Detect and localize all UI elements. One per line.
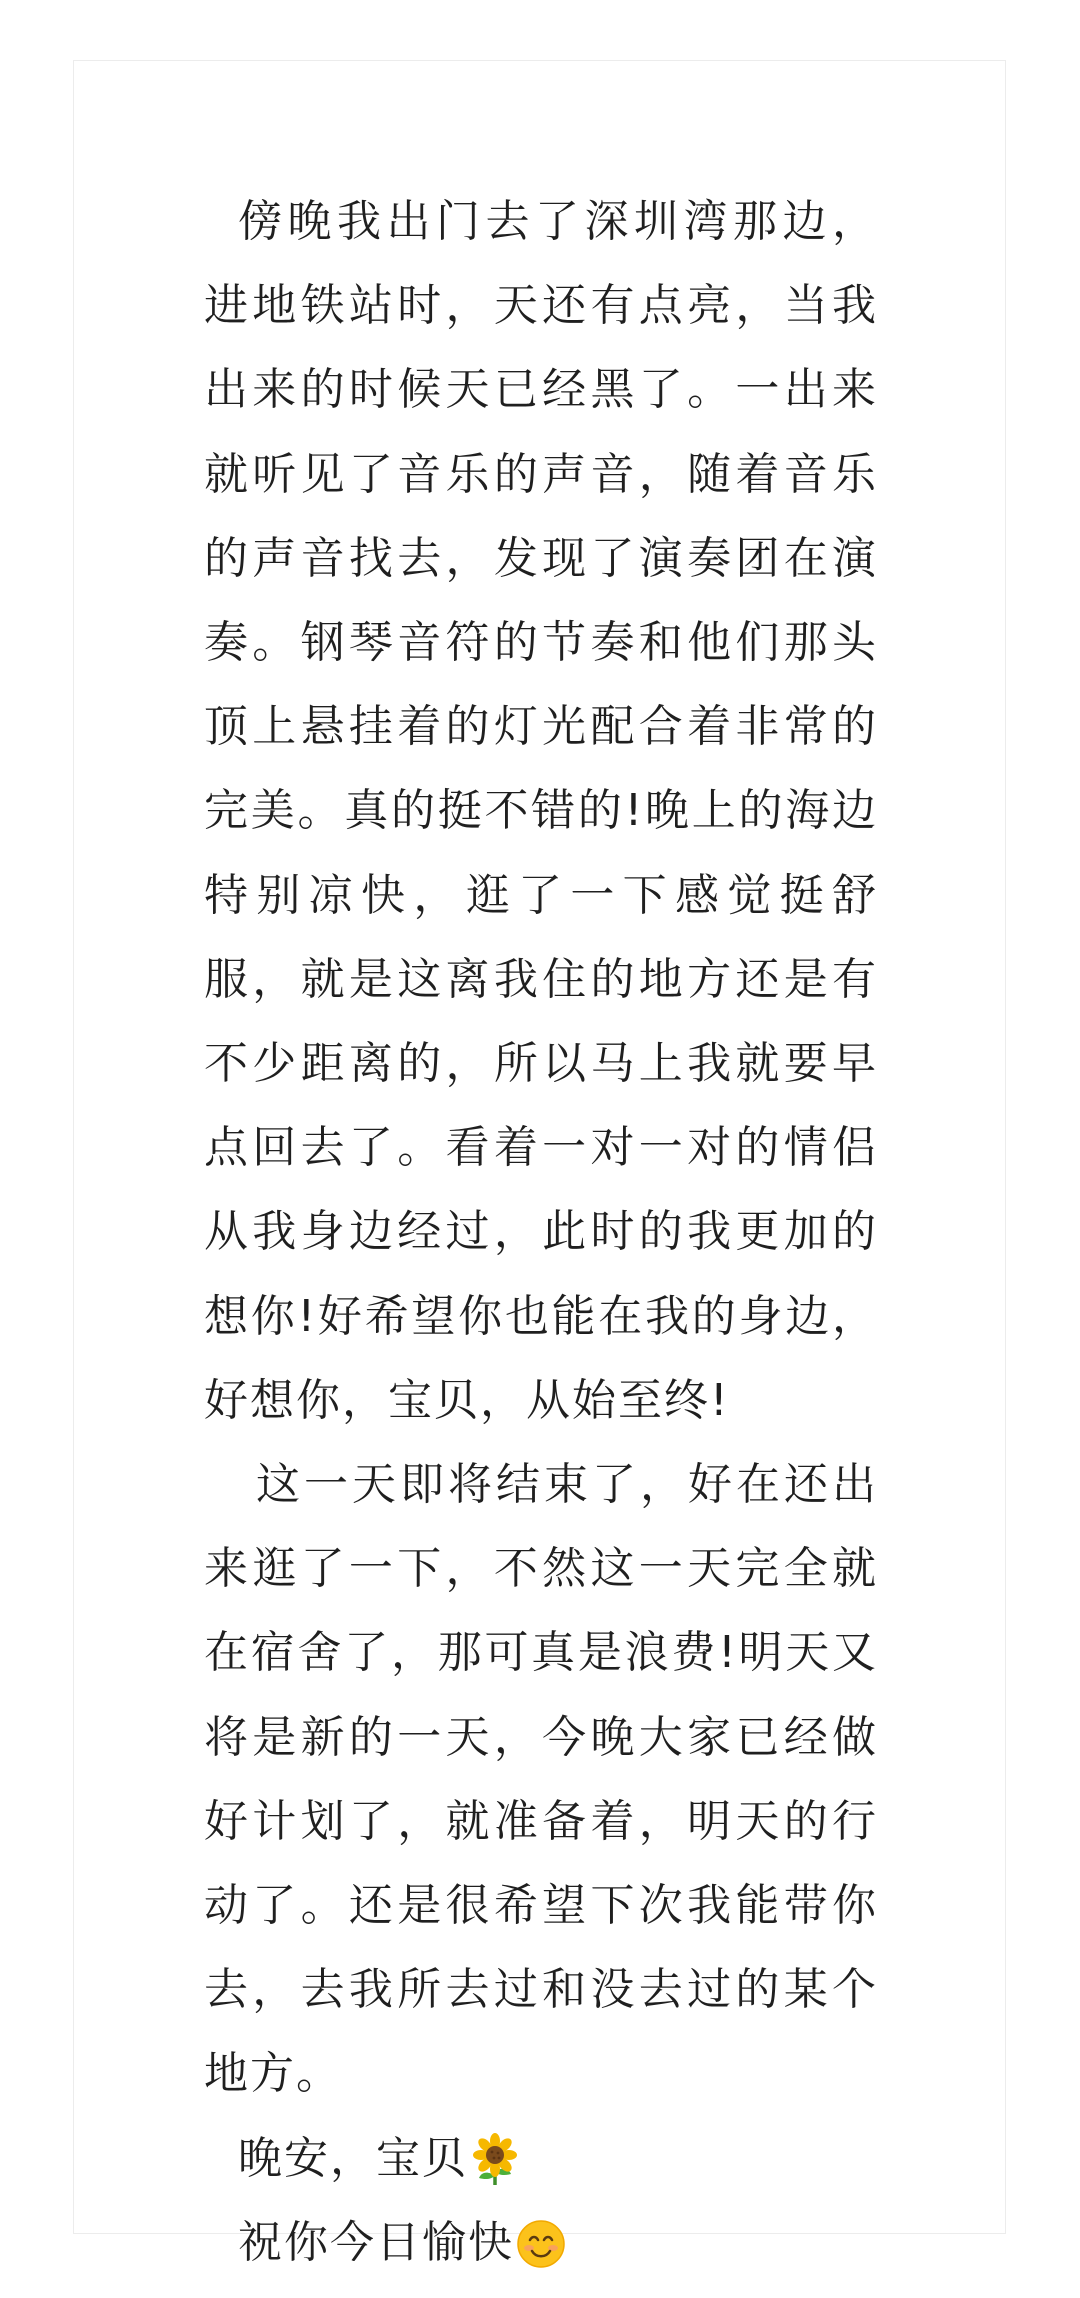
sunflower-icon <box>470 2132 520 2186</box>
closing-wish-text: 祝你今日愉快 <box>238 2216 514 2268</box>
letter-body <box>204 180 878 2285</box>
smiling-face-icon <box>516 2216 566 2270</box>
closing-goodnight <box>204 2117 878 2201</box>
closing-wish <box>204 2201 878 2285</box>
closing-goodnight-text: 晚安，宝贝 <box>238 2132 468 2184</box>
paragraph-2: 这一天即将结束了，好在还出来逛了一下，不然这一天完全就在宿舍了，那可真是浪费!明天又将是新的一天，今晚大家已经做好计划了，就准备着，明天的行动了。还是很希望下次我能带你去，去我所去过和没去过的某个地方。 <box>204 1459 878 2100</box>
paragraph-1: 傍晚我出门去了深圳湾那边，进地铁站时，天还有点亮，当我出来的时候天已经黑了。一出来就听见了音乐的声音，随着音乐的声音找去，发现了演奏团在演奏。钢琴音符的节奏和他们那头顶上悬挂着的灯光配合着非常的完美。真的挺不错的!晚上的海边特别凉快，逛了一下感觉挺舒服，就是这离我住的地方还是有不少距离的，所以马上我就要早点回去了。看着一对一对的情侣从我身边经过，此时的我更加的想你!好希望你也能在我的身边，好想你，宝贝，从始至终! <box>204 196 878 1426</box>
